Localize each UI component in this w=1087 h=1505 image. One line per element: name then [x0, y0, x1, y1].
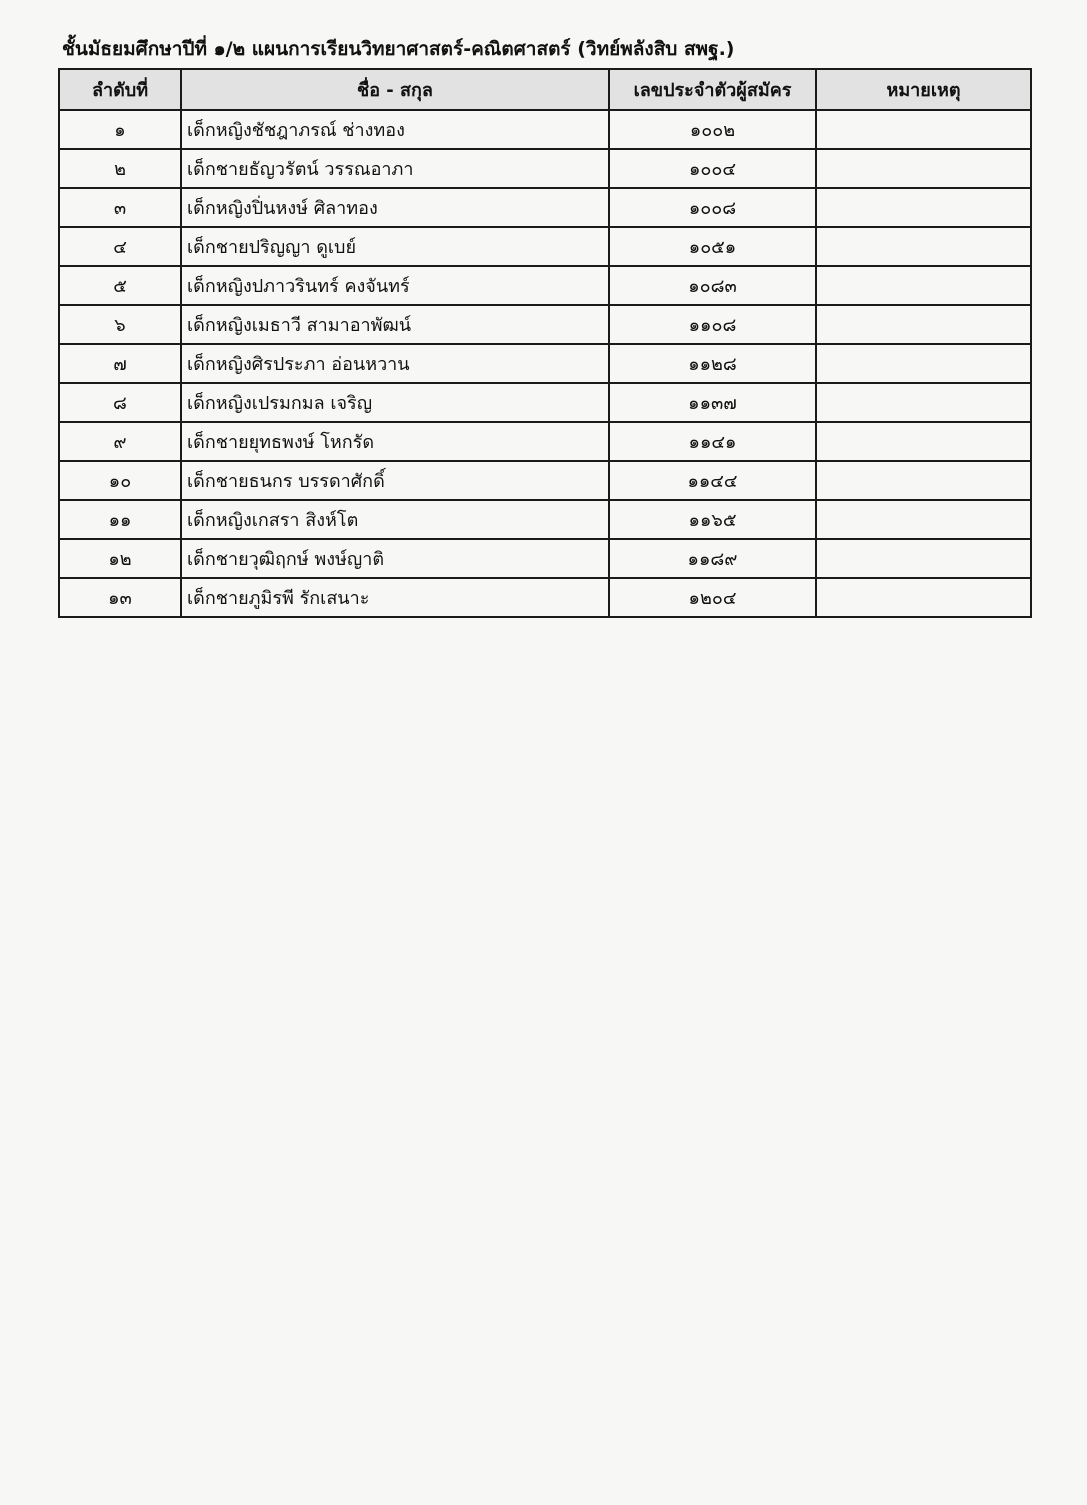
name-cell: เด็กหญิงเปรมกมล เจริญ: [181, 383, 609, 422]
table-row: [59, 383, 1031, 422]
name-cell: เด็กชายปริญญา ดูเบย์: [181, 227, 609, 266]
order-cell: ๑๐: [59, 461, 181, 500]
applicant-id-cell: ๑๐๐๔: [609, 149, 816, 188]
order-cell: ๑๓: [59, 578, 181, 617]
applicant-id-cell: ๑๑๖๕: [609, 500, 816, 539]
table-row: [59, 227, 1031, 266]
order-cell: ๙: [59, 422, 181, 461]
name-cell: เด็กหญิงศิรประภา อ่อนหวาน: [181, 344, 609, 383]
note-cell: [816, 305, 1031, 344]
header-order: ลำดับที่: [59, 69, 181, 110]
applicant-id-cell: ๑๐๐๒: [609, 110, 816, 149]
note-cell: [816, 188, 1031, 227]
applicant-id-cell: ๑๑๒๘: [609, 344, 816, 383]
applicant-id-cell: ๑๑๘๙: [609, 539, 816, 578]
table-header-row: [59, 69, 1031, 110]
note-cell: [816, 578, 1031, 617]
name-cell: เด็กหญิงเกสรา สิงห์โต: [181, 500, 609, 539]
order-cell: ๘: [59, 383, 181, 422]
header-name: ชื่อ - สกุล: [181, 69, 609, 110]
name-cell: เด็กหญิงปิ่นหงษ์ ศิลาทอง: [181, 188, 609, 227]
note-cell: [816, 344, 1031, 383]
applicant-id-cell: ๑๑๓๗: [609, 383, 816, 422]
order-cell: ๑๒: [59, 539, 181, 578]
table-row: [59, 422, 1031, 461]
name-cell: เด็กชายยุทธพงษ์ โหกรัด: [181, 422, 609, 461]
note-cell: [816, 461, 1031, 500]
order-cell: ๓: [59, 188, 181, 227]
table-row: [59, 344, 1031, 383]
applicant-id-cell: ๑๐๐๘: [609, 188, 816, 227]
order-cell: ๒: [59, 149, 181, 188]
note-cell: [816, 227, 1031, 266]
table-row: [59, 305, 1031, 344]
table-row: [59, 110, 1031, 149]
name-cell: เด็กชายธัญวรัตน์ วรรณอาภา: [181, 149, 609, 188]
note-cell: [816, 539, 1031, 578]
note-cell: [816, 383, 1031, 422]
table-row: [59, 539, 1031, 578]
header-note: หมายเหตุ: [816, 69, 1031, 110]
order-cell: ๗: [59, 344, 181, 383]
note-cell: [816, 149, 1031, 188]
table-row: [59, 266, 1031, 305]
name-cell: เด็กชายภูมิรพี รักเสนาะ: [181, 578, 609, 617]
order-cell: ๑: [59, 110, 181, 149]
table-row: [59, 578, 1031, 617]
name-cell: เด็กหญิงเมธาวี สามาอาพัฒน์: [181, 305, 609, 344]
name-cell: เด็กหญิงชัชฎาภรณ์ ช่างทอง: [181, 110, 609, 149]
note-cell: [816, 110, 1031, 149]
name-cell: เด็กชายธนกร บรรดาศักดิ์: [181, 461, 609, 500]
applicant-id-cell: ๑๐๕๑: [609, 227, 816, 266]
applicant-id-cell: ๑๒๐๔: [609, 578, 816, 617]
applicant-id-cell: ๑๐๘๓: [609, 266, 816, 305]
order-cell: ๑๑: [59, 500, 181, 539]
page-title: ชั้นมัธยมศึกษาปีที่ ๑/๒ แผนการเรียนวิทยาศาสตร์-คณิตศาสตร์ (วิทย์พลังสิบ สพฐ.): [62, 38, 735, 60]
table-row: [59, 188, 1031, 227]
applicant-id-cell: ๑๑๔๔: [609, 461, 816, 500]
table-row: [59, 149, 1031, 188]
order-cell: ๖: [59, 305, 181, 344]
name-cell: เด็กหญิงปภาวรินทร์ คงจันทร์: [181, 266, 609, 305]
student-roster-table: [58, 68, 1032, 618]
applicant-id-cell: ๑๑๐๘: [609, 305, 816, 344]
table-row: [59, 461, 1031, 500]
table-row: [59, 500, 1031, 539]
note-cell: [816, 500, 1031, 539]
note-cell: [816, 266, 1031, 305]
header-applicant-id: เลขประจำตัวผู้สมัคร: [609, 69, 816, 110]
name-cell: เด็กชายวุฒิฤกษ์ พงษ์ญาติ: [181, 539, 609, 578]
note-cell: [816, 422, 1031, 461]
applicant-id-cell: ๑๑๔๑: [609, 422, 816, 461]
order-cell: ๔: [59, 227, 181, 266]
order-cell: ๕: [59, 266, 181, 305]
